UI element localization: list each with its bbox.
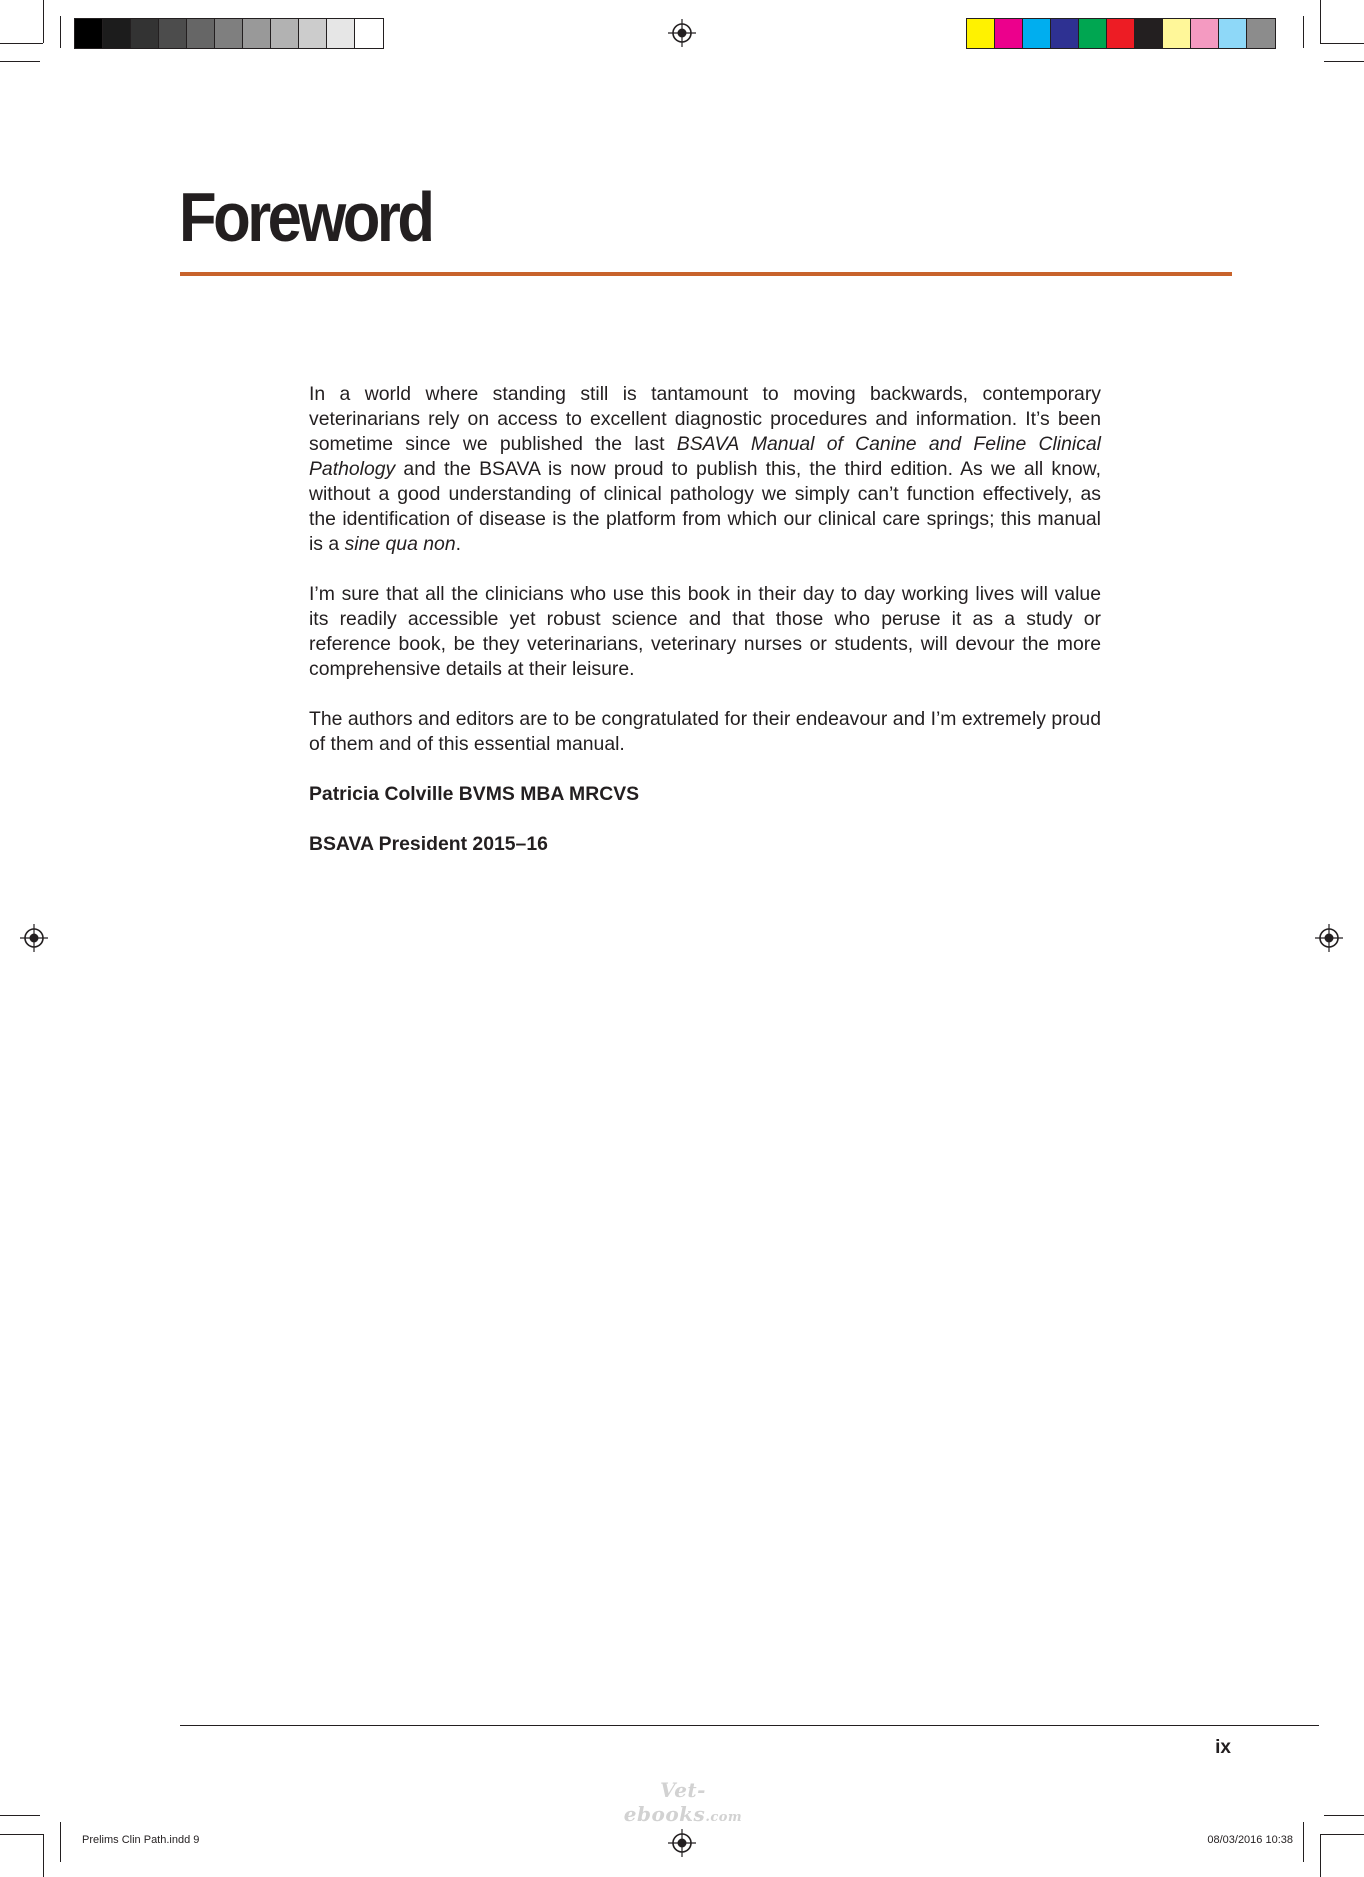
color-swatch (131, 19, 159, 48)
color-swatch (75, 19, 103, 48)
latin-phrase: sine qua non (344, 533, 456, 555)
color-swatch (271, 19, 299, 48)
crop-mark (1320, 0, 1321, 43)
color-swatch (243, 19, 271, 48)
registration-mark-icon (668, 19, 696, 47)
crop-mark (43, 1834, 44, 1877)
color-swatch (355, 19, 383, 48)
color-swatch (1135, 19, 1163, 48)
color-swatch (1051, 19, 1079, 48)
color-swatch (1079, 19, 1107, 48)
color-swatch (1023, 19, 1051, 48)
foreword-body (309, 382, 1101, 882)
crop-mark (1320, 1834, 1364, 1835)
crop-mark (0, 1815, 40, 1816)
paragraph-3: The authors and editors are to be congratulated for their endeavour and I’m extremely proud of them and of this essential manual. (309, 708, 1101, 755)
crop-mark (60, 1822, 61, 1862)
page-title: Foreword (179, 178, 432, 256)
grayscale-bar (74, 18, 384, 49)
crop-mark (1320, 1834, 1321, 1877)
crop-mark (43, 0, 44, 43)
title-underline (180, 272, 1232, 276)
color-swatch (327, 19, 355, 48)
paragraph-1 (309, 382, 1101, 557)
slug-timestamp: 08/03/2016 10:38 (1207, 1834, 1293, 1846)
color-swatch (299, 19, 327, 48)
page-number: ix (1215, 1737, 1231, 1758)
color-swatch (159, 19, 187, 48)
color-swatch (967, 19, 995, 48)
paragraph-text: . (455, 533, 462, 555)
crop-mark (1303, 16, 1304, 48)
color-bar (966, 18, 1276, 49)
color-swatch (103, 19, 131, 48)
crop-mark (0, 1834, 43, 1835)
crop-mark (1324, 61, 1364, 62)
crop-mark (60, 16, 61, 48)
paragraph-text: In a world where standing still is tantamount to moving backwards, contemporary veterinarians rely on access to excellent diagnostic procedures and information. It’s been sometime since we published the last (309, 383, 1101, 455)
signature-name: Patricia Colville BVMS MBA MRCVS (309, 783, 640, 805)
registration-mark-icon (668, 1829, 696, 1857)
registration-mark-icon (1315, 924, 1343, 952)
color-swatch (1191, 19, 1219, 48)
watermark-logo (605, 1778, 761, 1826)
book-title: BSAVA Manual of Canine and Feline Clinical Pathology (309, 433, 1101, 480)
crop-mark (1303, 1822, 1304, 1862)
color-swatch (1107, 19, 1135, 48)
paragraph-text: and the BSAVA is now proud to publish this, the third edition. As we all know, without a good understanding of clinical pathology we simply can’t function effectively, as the identification of disease is the platform from which our clinical care springs; this manual is a (309, 458, 1101, 555)
color-swatch (1163, 19, 1191, 48)
registration-mark-icon (20, 924, 48, 952)
color-swatch (1219, 19, 1247, 48)
signature-role: BSAVA President 2015–16 (309, 833, 548, 855)
crop-mark (0, 43, 43, 44)
slug-filename: Prelims Clin Path.indd 9 (82, 1834, 200, 1846)
color-swatch (215, 19, 243, 48)
color-swatch (995, 19, 1023, 48)
paragraph-2: I’m sure that all the clinicians who use this book in their day to day working lives will value its readily accessible yet robust science and that those who peruse it as a study or reference book, be they veterinarians, veterinary nurses or students, will devour the more comprehensive details at their leisure. (309, 583, 1101, 680)
crop-mark (0, 61, 40, 62)
crop-mark (1324, 1815, 1364, 1816)
color-swatch (1247, 19, 1275, 48)
footer-rule (180, 1725, 1319, 1726)
crop-mark (1320, 43, 1364, 44)
color-swatch (187, 19, 215, 48)
watermark-suffix: .com (705, 1810, 743, 1825)
watermark-text: Vet-ebooks (623, 1778, 706, 1826)
